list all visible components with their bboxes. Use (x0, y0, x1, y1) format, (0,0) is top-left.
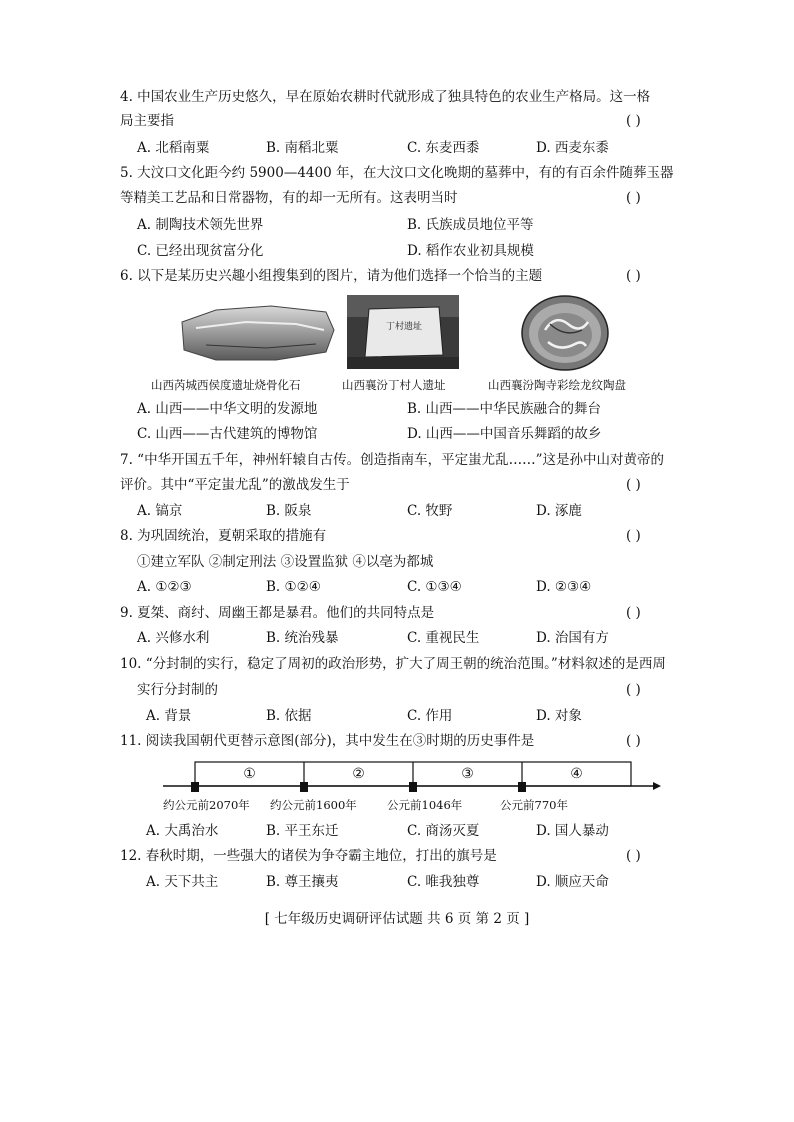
q10-option-d: D. 对象 (536, 708, 582, 724)
q7-option-a: A. 镐京 (137, 503, 183, 519)
q6-answer-bracket: ( ) (626, 268, 641, 284)
q6-caption-2: 山西襄汾丁村人遗址 (342, 378, 446, 392)
q4-option-a: A. 北稻南粟 (137, 140, 210, 156)
q6-option-a: A. 山西——中华文明的发源地 (137, 401, 318, 417)
q7-option-c: C. 牧野 (407, 503, 453, 519)
q4-answer-bracket: ( ) (626, 113, 641, 129)
timeline-period-1: ① (243, 766, 256, 782)
q9-answer-bracket: ( ) (626, 605, 641, 621)
q12-answer-bracket: ( ) (626, 848, 641, 864)
q11-option-d: D. 国人暴动 (536, 823, 609, 839)
q12-option-b: B. 尊王攘夷 (266, 874, 339, 890)
q6-stem-line1: 6. 以下是某历史兴趣小组搜集到的图片，请为他们选择一个恰当的主题 (120, 268, 543, 284)
q4-stem-line1: 4. 中国农业生产历史悠久，早在原始农耕时代就形成了独具特色的农业生产格局。这一格 (120, 89, 651, 105)
dingcun-site-photo (347, 295, 459, 369)
q10-stem-line1: 10. “分封制的实行，稳定了周初的政治形势，扩大了周王朝的统治范围。”材料叙述的是西周 (120, 656, 666, 672)
q11-option-c: C. 商汤灭夏 (407, 823, 480, 839)
timeline-date-3: 公元前1046年 (387, 798, 463, 812)
painted-dragon-plate-photo (520, 294, 610, 372)
q6-caption-3: 山西襄汾陶寺彩绘龙纹陶盘 (488, 378, 626, 392)
q8-answer-bracket: ( ) (626, 528, 641, 544)
q7-option-d: D. 涿鹿 (536, 503, 582, 519)
q9-option-c: C. 重视民生 (407, 630, 480, 646)
q9-option-b: B. 统治残暴 (266, 630, 339, 646)
q12-option-d: D. 顺应天命 (536, 874, 609, 890)
q4-stem-line2: 局主要指 (120, 113, 174, 129)
q7-option-b: B. 阪泉 (266, 503, 312, 519)
q11-option-a: A. 大禹治水 (146, 823, 219, 839)
q5-option-c: C. 已经出现贫富分化 (137, 243, 264, 259)
q11-stem-line1: 11. 阅读我国朝代更替示意图(部分)，其中发生在③时期的历史事件是 (120, 733, 535, 749)
q12-option-c: C. 唯我独尊 (407, 874, 480, 890)
q5-option-d: D. 稻作农业初具规模 (407, 243, 534, 259)
q5-stem-line1: 5. 大汶口文化距今约 5900—4400 年，在大汶口文化晚期的墓葬中，有的有百余件随葬玉器 (120, 165, 674, 181)
q5-option-b: B. 氏族成员地位平等 (407, 217, 534, 233)
q6-caption-1: 山西芮城西侯度遗址烧骨化石 (151, 378, 301, 392)
q10-option-b: B. 依据 (266, 708, 312, 724)
timeline-date-2: 约公元前1600年 (270, 798, 357, 812)
q8-option-a: A. ①②③ (137, 579, 192, 595)
q12-option-a: A. 天下共主 (146, 874, 219, 890)
q8-stem-line1: 8. 为巩固统治，夏朝采取的措施有 (120, 528, 327, 544)
timeline-date-1: 约公元前2070年 (163, 798, 250, 812)
q4-option-d: D. 西麦东黍 (536, 140, 609, 156)
timeline-period-3: ③ (461, 766, 474, 782)
q6-option-d: D. 山西——中国音乐舞蹈的故乡 (407, 426, 602, 442)
q5-stem-line2: 等精美工艺品和日常器物，有的却一无所有。这表明当时 (120, 190, 458, 206)
timeline-period-2: ② (352, 766, 365, 782)
q4-option-b: B. 南稻北粟 (266, 140, 339, 156)
q7-stem-line2: 评价。其中“平定蚩尤乱”的激战发生于 (120, 477, 350, 493)
q11-option-b: B. 平王东迁 (266, 823, 339, 839)
q7-answer-bracket: ( ) (626, 477, 641, 493)
q8-option-c: C. ①③④ (407, 579, 462, 595)
q10-answer-bracket: ( ) (626, 682, 641, 698)
q6-option-c: C. 山西——古代建筑的博物馆 (137, 426, 318, 442)
bone-fossil-photo (176, 300, 338, 366)
timeline-date-4: 公元前770年 (500, 798, 568, 812)
q10-option-c: C. 作用 (407, 708, 453, 724)
q12-stem-line1: 12. 春秋时期，一些强大的诸侯为争夺霸主地位，打出的旗号是 (120, 848, 497, 864)
q7-stem-line1: 7. “中华开国五千年，神州轩辕自古传。创造指南车，平定蚩尤乱……”这是孙中山对黄帝的 (120, 452, 664, 468)
stele-inscription: 丁村遗址 (385, 322, 423, 332)
q9-option-d: D. 治国有方 (536, 630, 609, 646)
q5-option-a: A. 制陶技术领先世界 (137, 217, 264, 233)
q8-items: ①建立军队 ②制定刑法 ③设置监狱 ④以亳为都城 (137, 554, 434, 570)
timeline-period-4: ④ (570, 766, 583, 782)
q9-stem-line1: 9. 夏桀、商纣、周幽王都是暴君。他们的共同特点是 (120, 605, 435, 621)
q9-option-a: A. 兴修水利 (137, 630, 210, 646)
q10-option-a: A. 背景 (146, 708, 192, 724)
q11-answer-bracket: ( ) (626, 733, 641, 749)
page-footer: [ 七年级历史调研评估试题 共 6 页 第 2 页 ] (264, 911, 530, 927)
q6-option-b: B. 山西——中华民族融合的舞台 (407, 401, 602, 417)
q10-stem-line2: 实行分封制的 (137, 682, 218, 698)
q8-option-d: D. ②③④ (536, 579, 592, 595)
q5-answer-bracket: ( ) (626, 190, 641, 206)
q8-option-b: B. ①②④ (266, 579, 321, 595)
q4-option-c: C. 东麦西黍 (407, 140, 480, 156)
